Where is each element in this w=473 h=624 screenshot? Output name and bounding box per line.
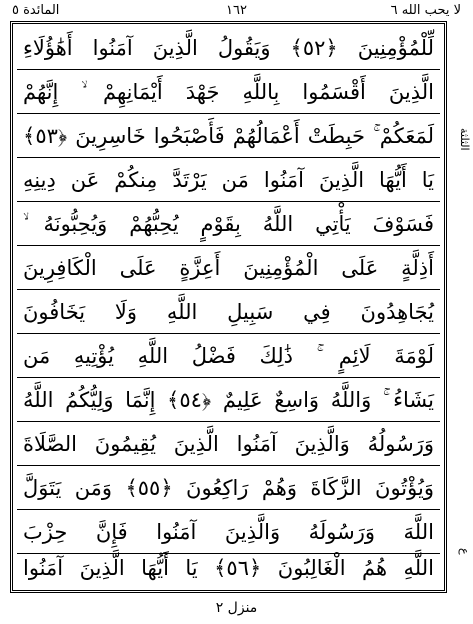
verse-line: لَمَعَكُمْ ۚ حَبِطَتْ أَعْمَالُهُمْ فَأَصْبَحُوا خَاسِرِينَ ﴿٥٣﴾ <box>23 123 434 148</box>
verse-line: الَّذِينَ أَقْسَمُوا بِاللَّهِ جَهْدَ أَيْمَانِهِمْ ۙ إِنَّهُمْ <box>23 79 434 104</box>
verse-line: وَيُؤْتُونَ الزَّكَاةَ وَهُمْ رَاكِعُونَ ﴿٥٥﴾ وَمَن يَتَوَلَّ <box>23 475 434 500</box>
verse-line: أَذِلَّةٍ عَلَى الْمُؤْمِنِينَ أَعِزَّةٍ عَلَى الْكَافِرِينَ <box>23 255 434 280</box>
verse-line: فَسَوْفَ يَأْتِي اللَّهُ بِقَوْمٍ يُحِبُّهُمْ وَيُحِبُّونَهُ ۙ <box>23 211 434 236</box>
verse-lines <box>13 24 444 590</box>
verse-line: يُجَاهِدُونَ فِي سَبِيلِ اللَّهِ وَلَا يَخَافُونَ <box>23 299 434 324</box>
verse-line: اللَّهَ وَرَسُولَهُ وَالَّذِينَ آمَنُوا فَإِنَّ حِزْبَ <box>23 519 434 544</box>
verse-line: لَوْمَةَ لَائِمٍ ۚ ذَٰلِكَ فَضْلُ اللَّهِ يُؤْتِيهِ مَن <box>23 343 434 368</box>
page-frame <box>10 21 447 593</box>
surah-name: المائدة ٥ <box>12 3 60 18</box>
verse-line: يَا أَيُّهَا الَّذِينَ آمَنُوا مَن يَرْتَدَّ مِنكُمْ عَن دِينِهِ <box>23 167 434 192</box>
verse-line: يَشَاءُ ۚ وَاللَّهُ وَاسِعٌ عَلِيمٌ ﴿٥٤﴾ إِنَّمَا وَلِيُّكُمُ اللَّهُ <box>23 387 434 412</box>
verse-line: وَرَسُولُهُ وَالَّذِينَ آمَنُوا الَّذِينَ يُقِيمُونَ الصَّلَاةَ <box>23 431 434 456</box>
manzil-footer: منزل ٢ <box>215 600 258 616</box>
verse-line: اللَّهِ هُمُ الْغَالِبُونَ ﴿٥٦﴾ يَا أَيُّهَا الَّذِينَ آمَنُوا <box>23 555 434 580</box>
juz-name: لا يحب الله ٦ <box>390 3 461 18</box>
verse-line: لِّلْمُؤْمِنِينَ ﴿٥٢﴾ وَيَقُولُ الَّذِينَ آمَنُوا أَهَٰؤُلَاءِ <box>23 35 434 60</box>
ruku-marker: ع <box>458 548 471 555</box>
page-number: ١٦٢ <box>226 3 247 18</box>
quarter-marker: الثلثة <box>458 128 471 151</box>
